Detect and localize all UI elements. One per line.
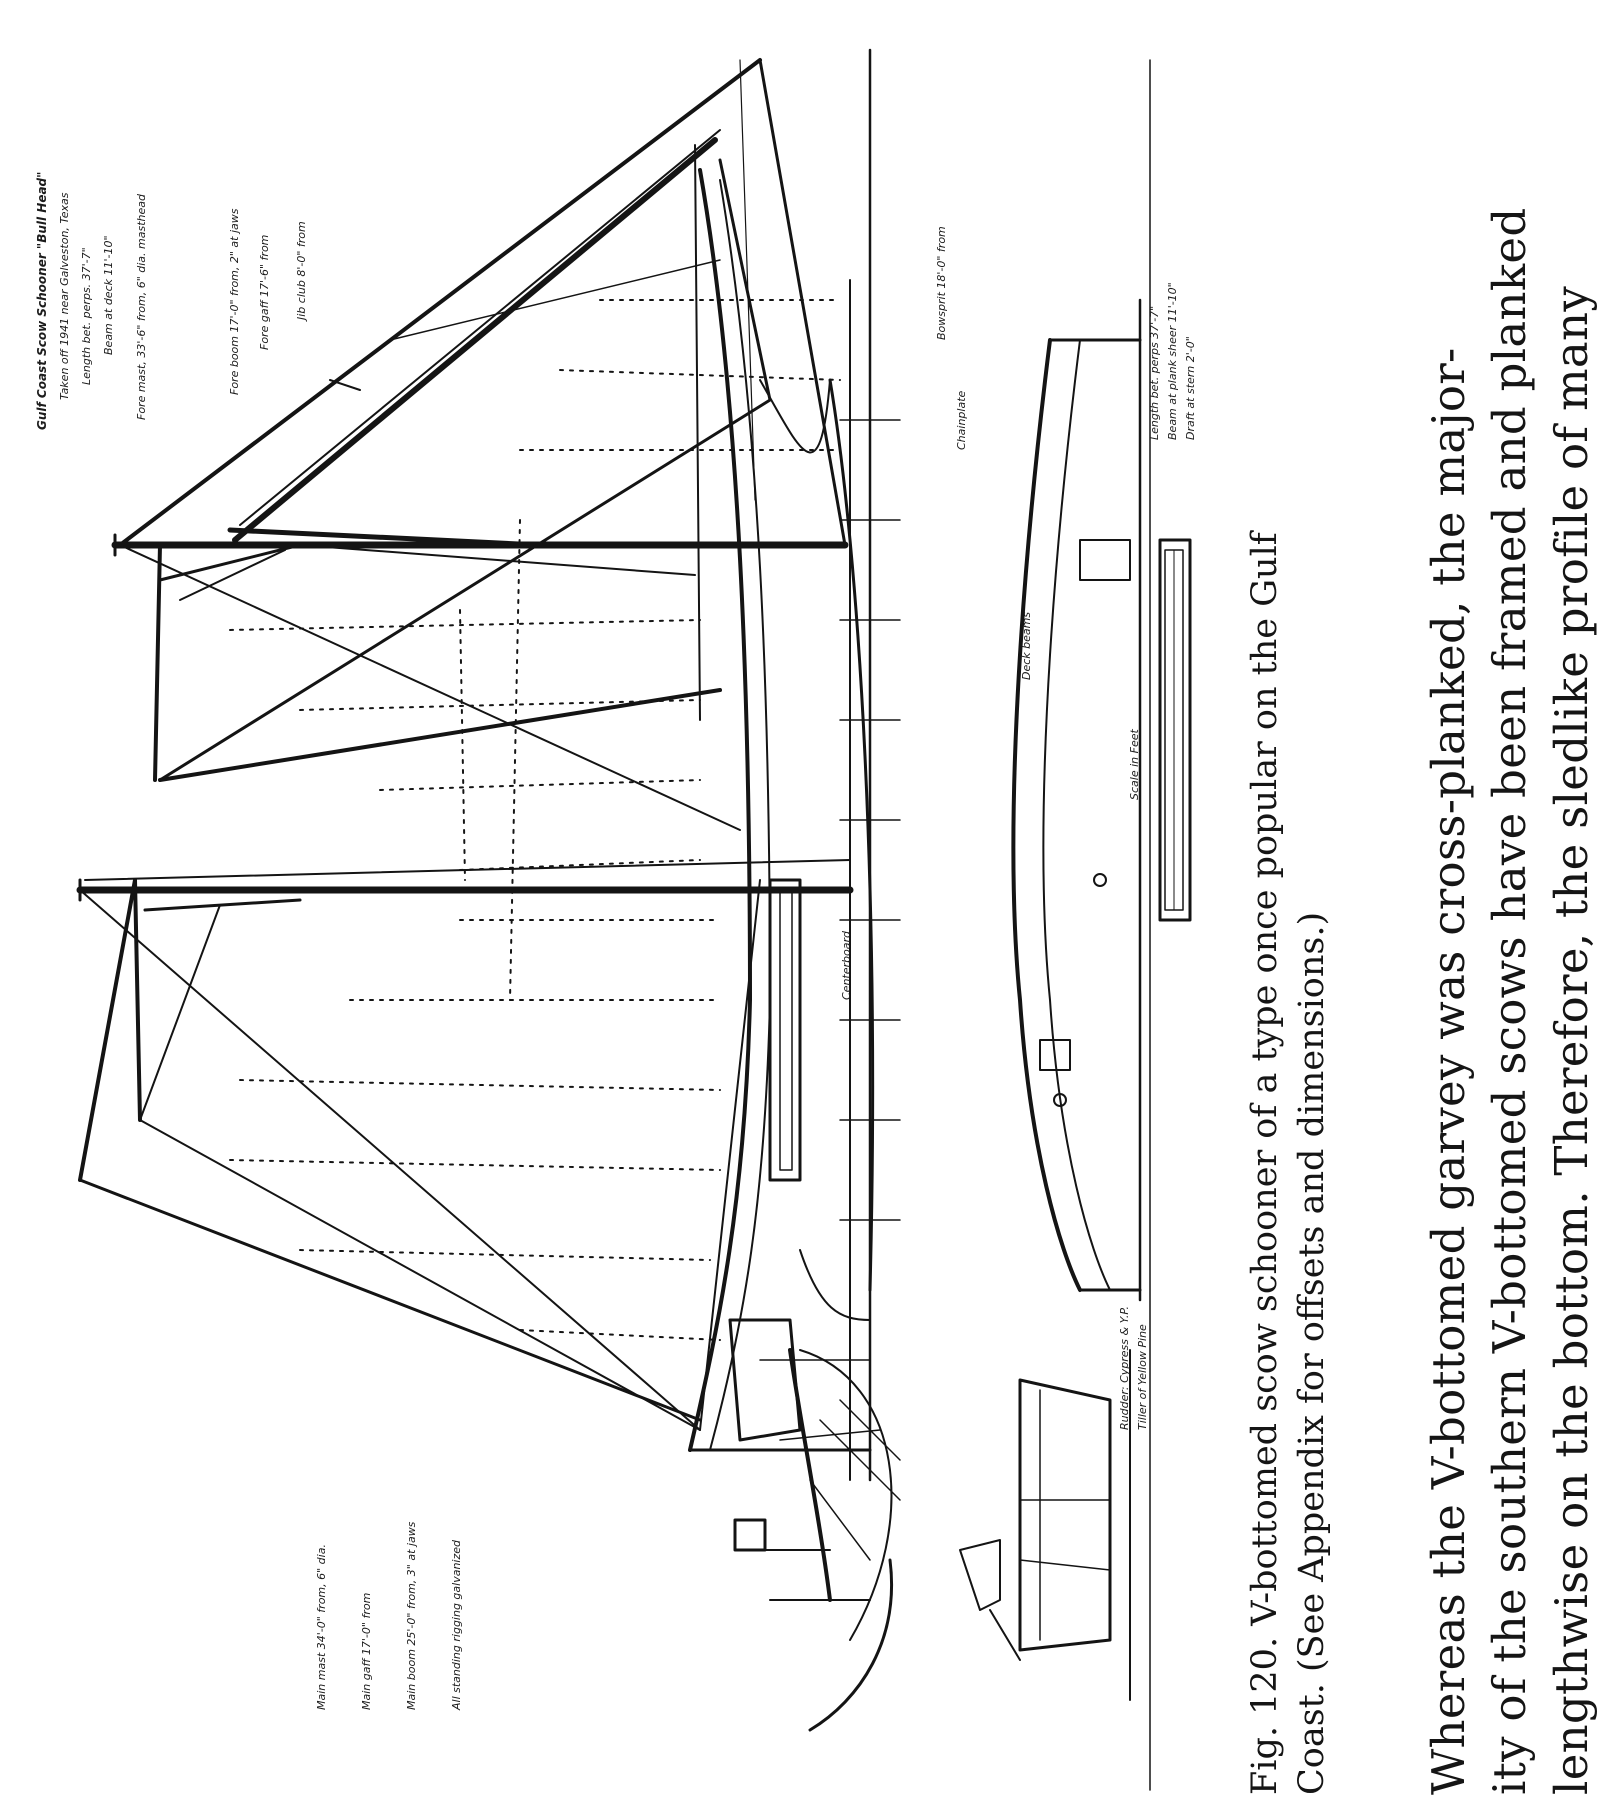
body-line-2: ity of the southern V-bottomed scows have been framed and planked [1483,207,1536,1795]
spar-note-1: Fore mast, 33'-6" from, 6" dia. masthead [135,193,148,420]
figure-caption-line-1 [1245,532,1285,1795]
title-block-line-4: Beam at deck 11'-10" [102,235,115,355]
figure-caption-line-2 [1292,912,1332,1795]
mainsail-note-4: All standing rigging galvanized [450,1539,463,1710]
figure-label: Fig. 120. [1245,1636,1285,1795]
chainplate-label: Chainplate [955,390,968,450]
spar-note-2: Fore boom 17'-0" from, 2" at jaws [228,208,241,395]
mainsail-note-2: Main gaff 17'-0" from [360,1592,373,1710]
scale-bar [1160,540,1190,920]
stern-note-2: Tiller of Yellow Pine [1136,1324,1149,1430]
mainsail-note-3: Main boom 25'-0" from, 3" at jaws [405,1521,418,1710]
body-line-1: Whereas the V-bottomed garvey was cross-planked, the major- [1422,347,1475,1795]
plan-note-3: Draft at stern 2'-0" [1184,336,1197,440]
stern-note-1: Rudder: Cypress & Y.P. [1118,1306,1131,1430]
plan-note-2: Beam at plank sheer 11'-10" [1166,282,1179,440]
foremast-rig [115,60,845,830]
spar-note-4: Jib club 8'-0" from [295,221,308,320]
midship-section [960,1350,1130,1700]
spar-note-3: Fore gaff 17'-6" from [258,234,271,350]
scale-label: Scale in Feet [1128,729,1141,800]
caption-text-2: Coast. (See Appendix for offsets and dimensions.) [1292,911,1332,1795]
title-block-line-1: Gulf Coast Scow Schooner "Bull Head" [35,171,49,430]
body-line-3: lengthwise on the bottom. Therefore, the sledlike profile of many [1545,285,1598,1795]
deck-beams-label: Deck beams [1020,611,1033,680]
title-block-line-3: Length bet. perps. 37'-7" [80,247,93,385]
title-block-line-2: Taken off 1941 near Galveston, Texas [58,192,71,400]
mainsail-note-1: Main mast 34'-0" from, 6" dia. [315,1544,328,1710]
body-plan [735,1350,900,1730]
bowsprit-label: Bowsprit 18'-0" from [935,226,948,340]
plan-note-1: Length bet. perps 37'-7" [1148,305,1161,440]
caption-text-1: V-bottomed scow schooner of a type once popular on the Gulf [1245,532,1285,1626]
centerboard-label: Centerboard [840,931,853,1000]
